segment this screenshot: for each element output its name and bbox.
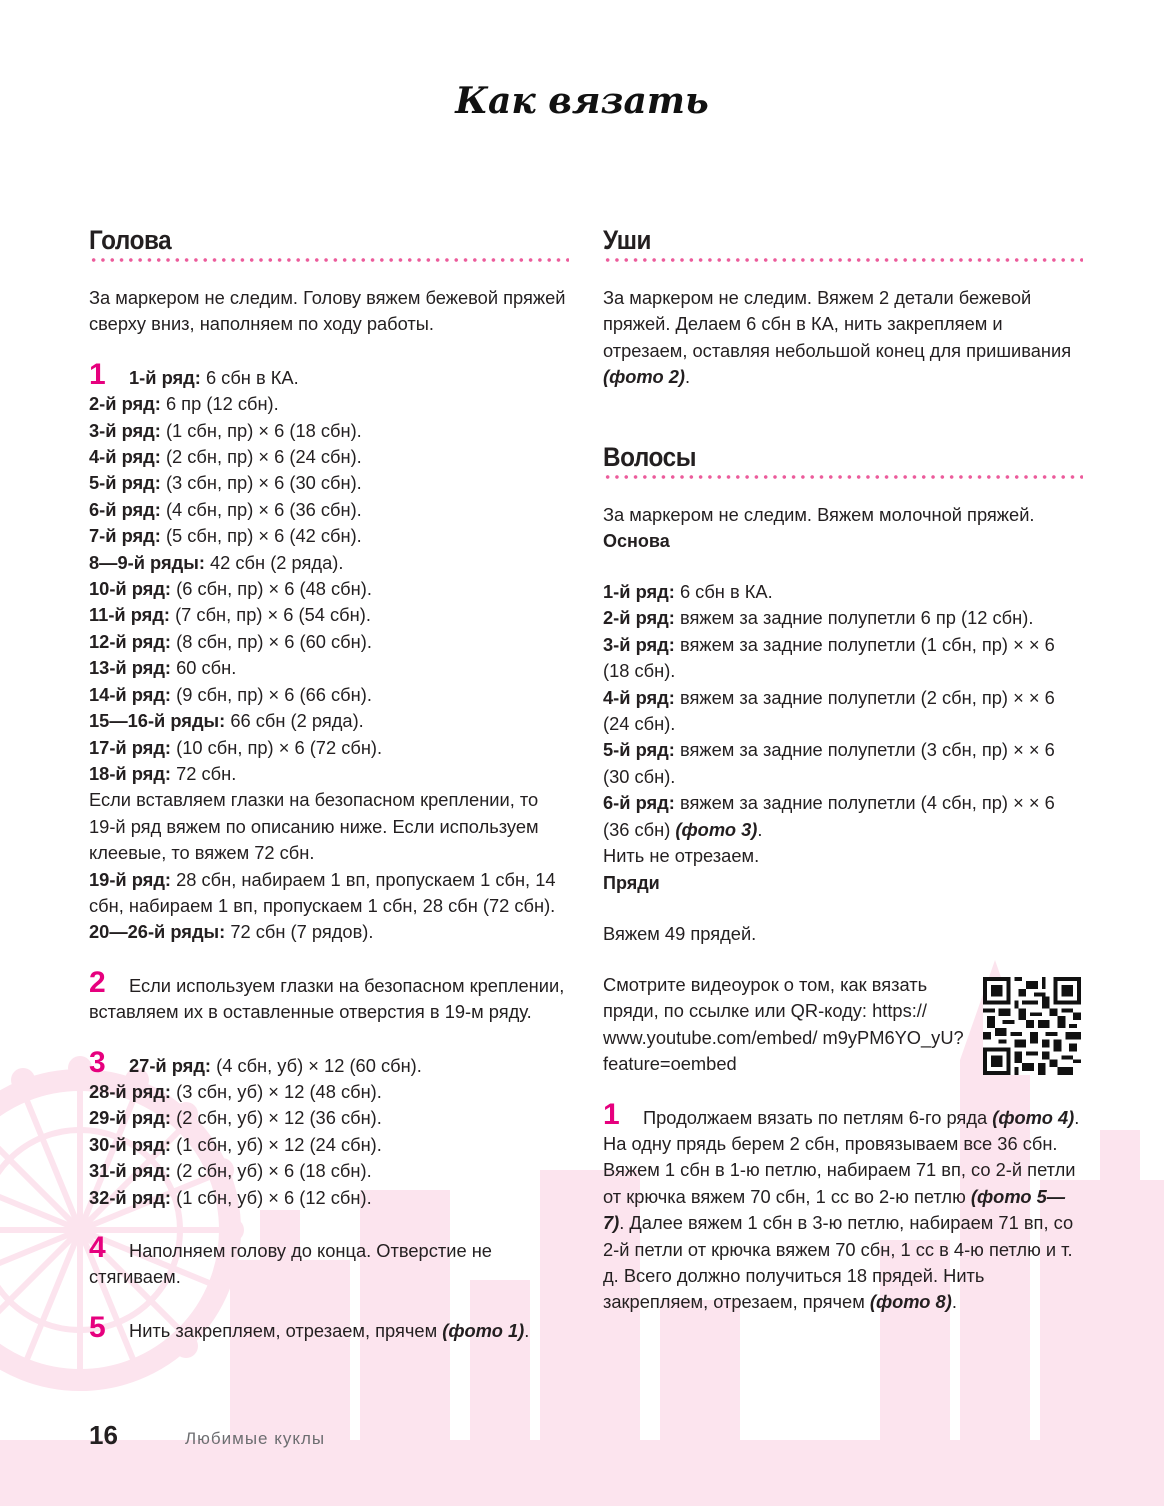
base-row-1: 1-й ряд: 6 сбн в КА. [603,581,773,603]
row-4: 4-й ряд: (2 сбн, пр) × 6 (24 сбн). [89,446,362,468]
step-2-block: 2 Если используем глазки на безопасном креплении, вставляем их в оставленные отверстия в 19-м ряду. [89,965,565,1023]
row-32: 32-й ряд: (1 сбн, уб) × 6 (12 сбн). [89,1186,372,1208]
row-1: 1 1-й ряд: 6 сбн в КА. [89,357,299,391]
row-19: 19-й ряд: 28 сбн, набираем 1 вп, пропускаем 1 сбн, 14 сбн, набираем 1 вп, пропускаем 1 сбн, 28 сбн (72 сбн). [89,868,556,916]
dotted-divider [603,257,1083,263]
row-17: 17-й ряд: (10 сбн, пр) × 6 (72 сбн). [89,736,383,758]
cut-note: Нить не отрезаем. [603,845,760,867]
row-20-26: 20—26-й ряды: 72 сбн (7 рядов). [89,921,374,943]
dotted-divider [603,474,1083,480]
step-1-block [89,357,569,946]
photo-ref: (фото 2) [603,366,685,388]
row-12: 12-й ряд: (8 сбн, пр) × 6 (60 сбн). [89,630,372,652]
section-title-head: Голова [89,225,172,255]
photo-ref: (фото 4) [992,1106,1075,1128]
row-5: 5-й ряд: (3 сбн, пр) × 6 (30 сбн). [89,472,362,494]
step-number: 5 [89,1310,106,1344]
left-column [89,226,569,1344]
base-row-4: 4-й ряд: вяжем за задние полупетли (2 сбн, пр) × × 6 (24 сбн). [603,686,1055,735]
strands-count: Вяжем 49 прядей. [603,922,757,944]
row-10: 10-й ряд: (6 сбн, пр) × 6 (48 сбн). [89,578,372,600]
section-title-hair: Волосы [603,441,696,472]
section-title-ears: Уши [603,225,652,255]
head-intro: За маркером не следим. Голову вяжем бежевой пряжей сверху вниз, наполняем по ходу работы. [89,287,566,335]
row-2: 2-й ряд: 6 пр (12 сбн). [89,393,279,415]
row-14: 14-й ряд: (9 сбн, пр) × 6 (66 сбн). [89,683,372,705]
qr-code-icon[interactable] [983,977,1081,1075]
base-rows [603,579,1083,869]
eyes-note: Если вставляем глазки на безопасном креплении, то 19-й ряд вяжем по описанию ниже. Если используем клеевые, то вяжем 72 сбн. [89,789,539,864]
step-number: 4 [89,1231,106,1264]
photo-ref: (фото 3) [675,818,758,840]
step-number: 3 [89,1045,106,1079]
page-number: 16 [89,1420,118,1450]
base-row-3: 3-й ряд: вяжем за задние полупетли (1 сбн, пр) × × 6 (18 сбн). [603,633,1055,682]
step-4-block: 4 Наполняем голову до конца. Отверстие не стягиваем. [89,1231,492,1288]
page-footer [89,1420,325,1451]
dotted-divider [89,257,569,263]
row-7: 7-й ряд: (5 сбн, пр) × 6 (42 сбн). [89,525,362,547]
row-11: 11-й ряд: (7 сбн, пр) × 6 (54 сбн). [89,604,371,626]
row-15-16: 15—16-й ряды: 66 сбн (2 ряда). [89,710,364,732]
row-18: 18-й ряд: 72 сбн. [89,762,237,784]
strands-step-1: 1 Продолжаем вязать по петлям 6-го ряда (фото 4). На одну прядь берем 2 сбн, провязываем все 36 сбн. Вяжем 1 сбн в 1-ю петлю, набираем 71 вп, со 2-й петли от крючка вяжем 70 сбн, 1 сс во 2-ю петлю (фото 5—7). Далее вяжем 1 сбн в 3-ю петлю, набираем 71 вп, со 2-й петли от крючка вяжем 70 сбн, 1 сс в 4-ю петлю и т. д. Всего должно получиться 18 прядей. Нить закрепляем, отрезаем, прячем (фото 8). [603,1097,1080,1313]
row-27: 3 27-й ряд: (4 сбн, уб) × 12 (60 сбн). [89,1045,422,1079]
video-link-text[interactable]: Смотрите видеоурок о том, как вязать пряди, по ссылке или QR-коду: https:// www.youtube.com/embed/ m9yPM6YO_yU?feature=oembed [603,973,964,1075]
step-number: 2 [89,965,106,999]
step-5-block: 5 Нить закрепляем, отрезаем, прячем (фото 1). [89,1310,530,1344]
photo-ref: (фото 5—7) [603,1185,1066,1234]
row-8-9: 8—9-й ряды: 42 сбн (2 ряда). [89,551,344,573]
row-31: 31-й ряд: (2 сбн, уб) × 6 (18 сбн). [89,1160,372,1182]
right-column [603,226,1083,1316]
photo-ref: (фото 1) [442,1319,525,1341]
photo-ref: (фото 8) [869,1291,952,1313]
row-6: 6-й ряд: (4 сбн, пр) × 6 (36 сбн). [89,498,362,520]
step-3-block [89,1045,569,1211]
row-29: 29-й ряд: (2 сбн, уб) × 12 (36 сбн). [89,1107,382,1129]
hair-intro: За маркером не следим. Вяжем молочной пряжей. [603,503,1035,525]
base-row-2: 2-й ряд: вяжем за задние полупетли 6 пр (12 сбн). [603,607,1034,629]
ears-text: За маркером не следим. Вяжем 2 детали бежевой пряжей. Делаем 6 сбн в КА, нить закрепляем и отрезаем, оставляя небольшой конец для пришивания (фото 2). [603,287,1072,388]
book-title: Любимые куклы [185,1429,326,1448]
base-row-5: 5-й ряд: вяжем за задние полупетли (3 сбн, пр) × × 6 (30 сбн). [603,739,1055,787]
subsection-strands: Пряди [603,872,660,893]
step-number: 1 [603,1097,620,1131]
subsection-base: Основа [603,531,670,552]
row-3: 3-й ряд: (1 сбн, пр) × 6 (18 сбн). [89,419,362,441]
row-13: 13-й ряд: 60 сбн. [89,657,237,679]
row-28: 28-й ряд: (3 сбн, уб) × 12 (48 сбн). [89,1080,382,1102]
step-number: 1 [89,357,106,391]
row-30: 30-й ряд: (1 сбн, уб) × 12 (24 сбн). [89,1133,382,1155]
base-row-6: 6-й ряд: вяжем за задние полупетли (4 сбн, пр) × × 6 (36 сбн) (фото 3). [603,792,1055,840]
page-title: Как вязать [455,80,709,122]
video-block [603,972,1083,1078]
